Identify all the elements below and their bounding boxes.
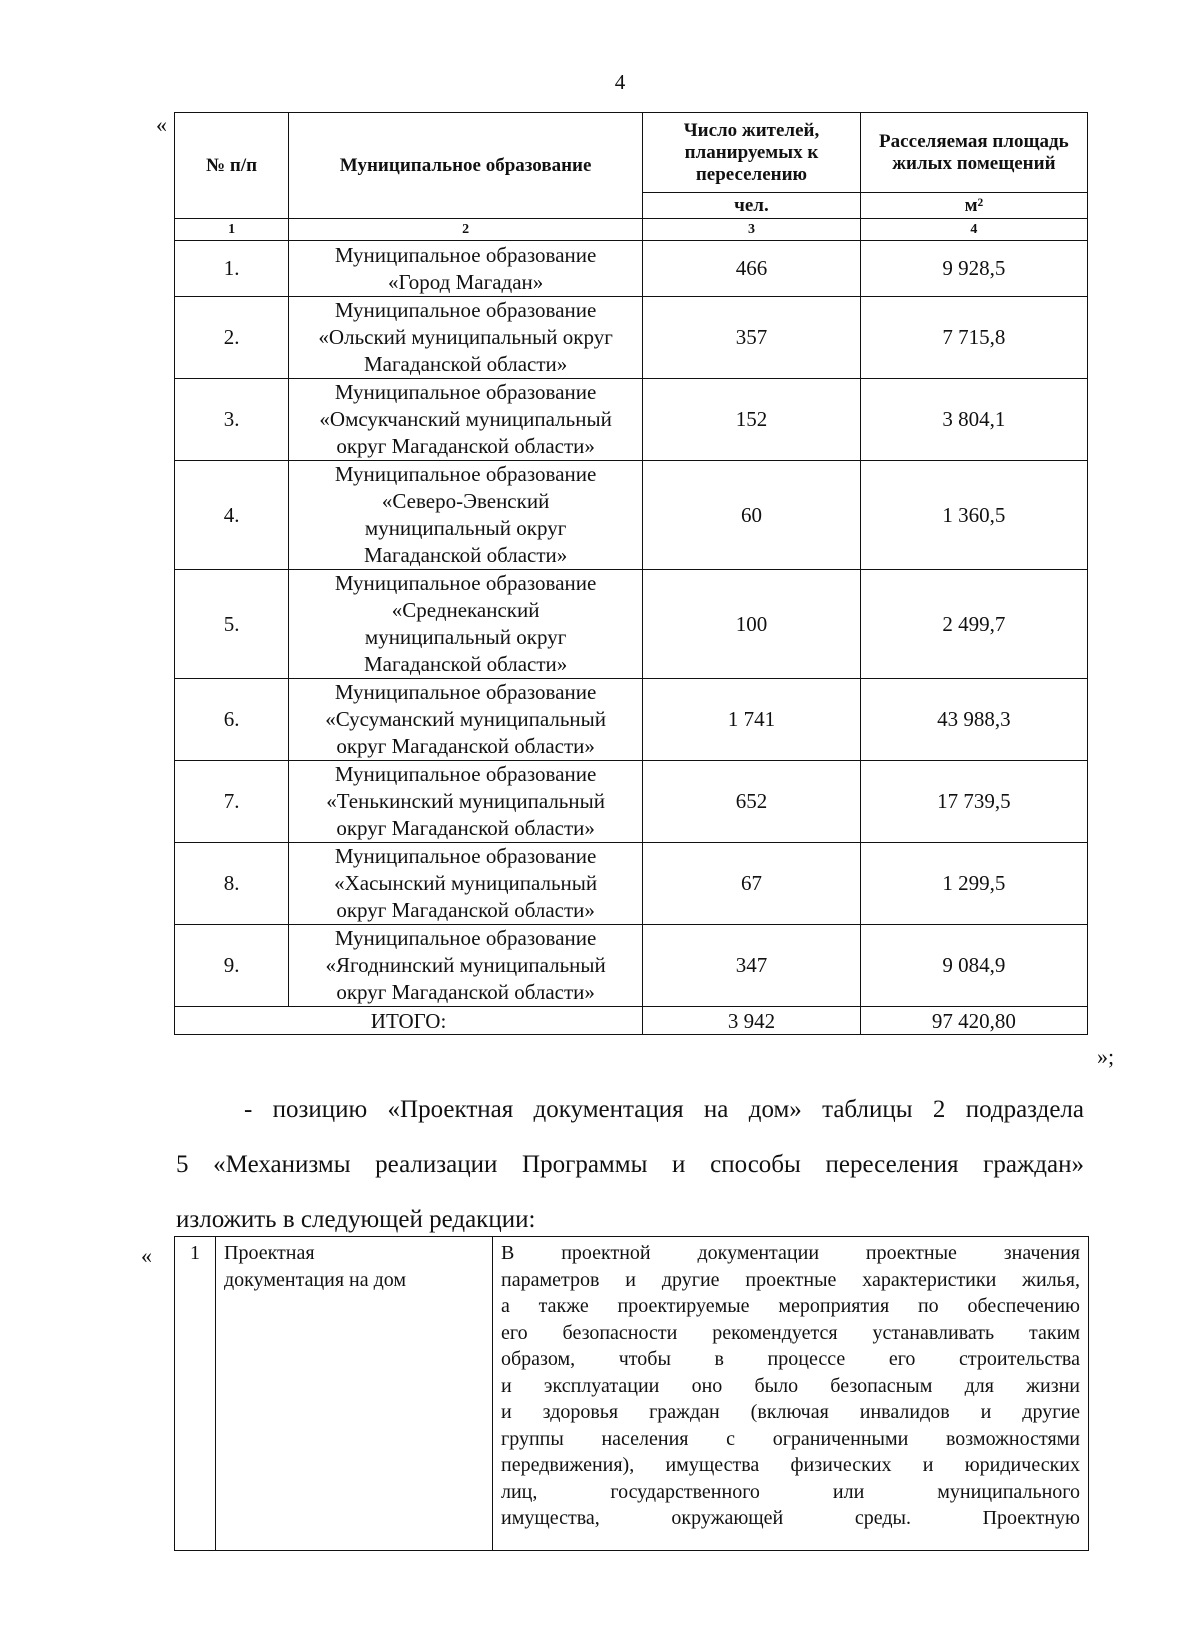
header-residents-unit: чел. (643, 193, 861, 219)
header-residents: Число жителей, планируемых к переселению (643, 113, 861, 193)
description-line: В проектной документации проектные значения (501, 1242, 1080, 1264)
description-line: и эксплуатации оно было безопасным для жизни (501, 1374, 1080, 1397)
municipality-name-line: «Хасынский муниципальный (334, 871, 598, 895)
row-number: 1. (175, 241, 289, 297)
municipality-name-line: «Северо-Эвенский (381, 489, 550, 513)
column-number: 4 (860, 219, 1087, 241)
residents-count: 466 (643, 241, 861, 297)
position-title-line: документация на дом (224, 1268, 407, 1291)
table-row (175, 570, 1088, 679)
position-title (216, 1237, 493, 1551)
description-line: передвижения), имущества физических и юридических (501, 1454, 1080, 1476)
municipality-name (289, 679, 643, 761)
municipality-name-line: муниципальный округ (364, 516, 567, 540)
residents-count: 357 (643, 297, 861, 379)
municipality-name (289, 241, 643, 297)
resettled-area: 2 499,7 (860, 570, 1087, 679)
total-label: ИТОГО: (175, 1007, 643, 1035)
column-number: 2 (289, 219, 643, 241)
resettled-area: 1 299,5 (860, 843, 1087, 925)
municipality-name-line: Муниципальное образование (334, 462, 597, 486)
residents-count: 100 (643, 570, 861, 679)
description-line: параметров и другие проектные характеристики жилья, (501, 1268, 1080, 1291)
header-area: Расселяемая площадь жилых помещений (860, 113, 1087, 193)
paragraph-line: - позицию «Проектная документация на дом» таблицы 2 подраздела (244, 1096, 1084, 1123)
description-line: образом, чтобы в процессе его строительства (501, 1348, 1080, 1370)
table-row (175, 461, 1088, 570)
residents-count: 1 741 (643, 679, 861, 761)
position-description (493, 1237, 1089, 1551)
row-number: 2. (175, 297, 289, 379)
design-documentation-table (174, 1236, 1089, 1551)
municipality-name-line: Муниципальное образование (334, 844, 597, 868)
description-line: группы населения с ограниченными возможностями (501, 1427, 1080, 1450)
column-number: 1 (175, 219, 289, 241)
municipality-name-line: Муниципальное образование (334, 571, 597, 595)
municipality-name (289, 379, 643, 461)
municipality-name-line: Муниципальное образование (334, 926, 597, 950)
row-number: 1 (175, 1237, 216, 1551)
municipality-name-line: «Тенькинский муниципальный (326, 789, 605, 813)
municipality-name (289, 843, 643, 925)
municipality-name-line: округ Магаданской области» (336, 734, 595, 758)
municipality-name (289, 925, 643, 1007)
municipality-name-line: «Сусуманский муниципальный (325, 707, 607, 731)
municipality-name-line: Муниципальное образование (334, 380, 597, 404)
description-line: и здоровья граждан (включая инвалидов и другие (501, 1401, 1080, 1423)
municipality-name-line: Магаданской области» (363, 543, 568, 567)
amendment-paragraph (176, 1082, 1084, 1247)
municipality-name-line: «Ягоднинский муниципальный (325, 953, 606, 977)
row-number: 4. (175, 461, 289, 570)
description-line: лиц, государственного или муниципального (501, 1480, 1080, 1503)
municipality-name-line: округ Магаданской области» (336, 434, 595, 458)
resettled-area: 3 804,1 (860, 379, 1087, 461)
residents-count: 652 (643, 761, 861, 843)
row-number: 6. (175, 679, 289, 761)
resettled-area: 9 084,9 (860, 925, 1087, 1007)
paragraph-line: изложить в следующей редакции: (176, 1206, 536, 1233)
municipality-name-line: Муниципальное образование (334, 762, 597, 786)
resettled-area: 7 715,8 (860, 297, 1087, 379)
row-number: 8. (175, 843, 289, 925)
position-title-line: Проектная (224, 1242, 315, 1264)
row-number: 9. (175, 925, 289, 1007)
municipality-name-line: Магаданской области» (363, 652, 568, 676)
table-row (175, 679, 1088, 761)
resettled-area: 1 360,5 (860, 461, 1087, 570)
municipality-name (289, 461, 643, 570)
municipality-name-line: Муниципальное образование (334, 680, 597, 704)
table-row (175, 379, 1088, 461)
opening-quote: « (141, 1243, 152, 1268)
paragraph-line: 5 «Механизмы реализации Программы и способы переселения граждан» (176, 1151, 1084, 1178)
header-municipality: Муниципальное образование (289, 113, 643, 219)
municipality-name-line: округ Магаданской области» (336, 898, 595, 922)
total-residents: 3 942 (643, 1007, 861, 1035)
resettled-area: 17 739,5 (860, 761, 1087, 843)
description-line: имущества, окружающей среды. Проектную (501, 1507, 1080, 1529)
table-row (175, 925, 1088, 1007)
description-line: а также проектируемые мероприятия по обеспечению (501, 1295, 1080, 1317)
resettled-area: 9 928,5 (860, 241, 1087, 297)
municipality-name-line: округ Магаданской области» (336, 816, 595, 840)
row-number: 3. (175, 379, 289, 461)
header-area-unit: м² (860, 193, 1087, 219)
municipality-name (289, 761, 643, 843)
municipality-name-line: округ Магаданской области» (336, 980, 595, 1004)
resettled-area: 43 988,3 (860, 679, 1087, 761)
municipality-name-line: «Ольский муниципальный округ (318, 325, 613, 349)
municipality-name (289, 297, 643, 379)
residents-count: 347 (643, 925, 861, 1007)
residents-count: 60 (643, 461, 861, 570)
opening-quote: « (156, 112, 167, 137)
municipality-name-line: Магаданской области» (363, 352, 568, 376)
row-number: 7. (175, 761, 289, 843)
municipality-name-line: «Среднеканский (391, 598, 540, 622)
row-number: 5. (175, 570, 289, 679)
table-row (175, 297, 1088, 379)
municipality-name (289, 570, 643, 679)
total-area: 97 420,80 (860, 1007, 1087, 1035)
table-row (175, 241, 1088, 297)
resettlement-table (174, 112, 1088, 1035)
municipality-name-line: Муниципальное образование (334, 242, 597, 267)
residents-count: 152 (643, 379, 861, 461)
closing-quote: »; (1097, 1044, 1115, 1069)
table-row (175, 761, 1088, 843)
municipality-name-line: Муниципальное образование (334, 298, 597, 322)
column-number: 3 (643, 219, 861, 241)
municipality-name-line: «Город Магадан» (387, 269, 544, 294)
header-num: № п/п (175, 113, 289, 219)
table-row (175, 843, 1088, 925)
residents-count: 67 (643, 843, 861, 925)
description-line: его безопасности рекомендуется устанавливать таким (501, 1321, 1080, 1344)
page-number: 4 (614, 70, 626, 94)
municipality-name-line: муниципальный округ (364, 625, 567, 649)
municipality-name-line: «Омсукчанский муниципальный (319, 407, 612, 431)
